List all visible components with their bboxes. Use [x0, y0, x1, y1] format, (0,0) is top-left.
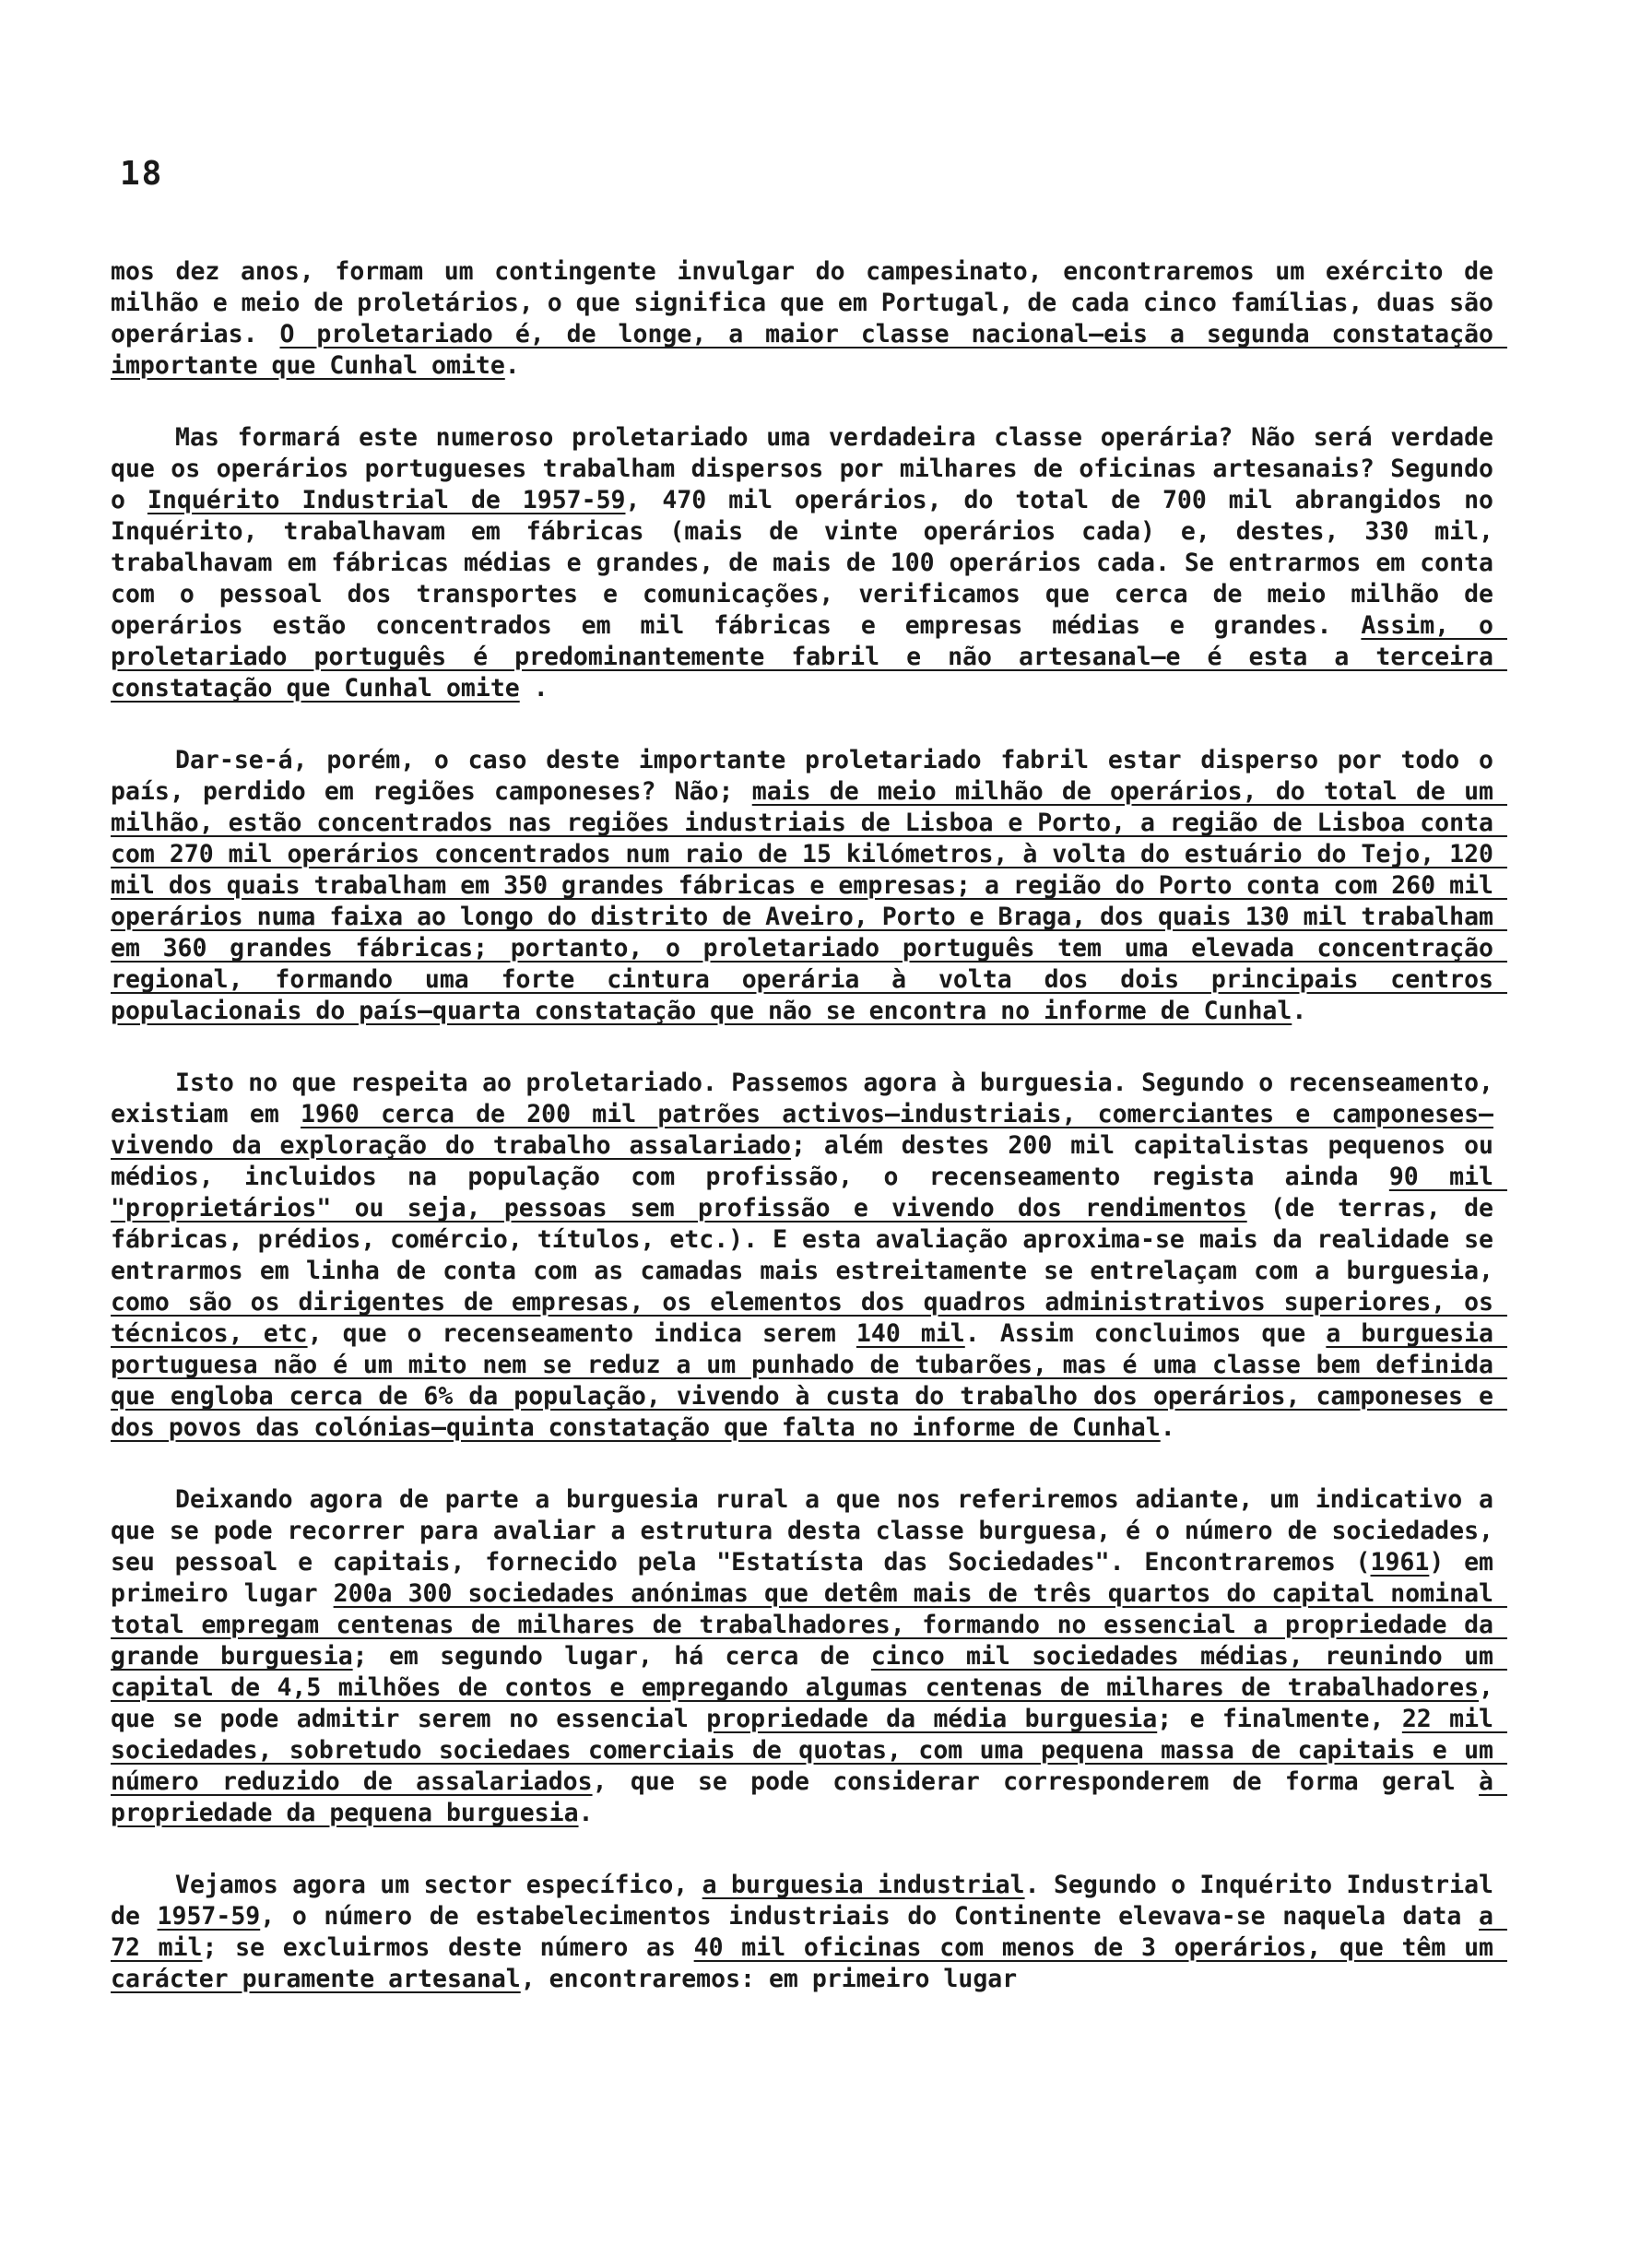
paragraph-5: [111, 1484, 1507, 1829]
text-segment: .: [1160, 1413, 1175, 1442]
text-segment: . Assim concluimos que: [964, 1319, 1327, 1348]
underlined-passage: 140 mil: [856, 1319, 965, 1348]
paragraph-2: [111, 422, 1507, 704]
text-segment: , o número de estabelecimentos industriais do Continente elevava-se naquela data: [260, 1902, 1480, 1931]
text-segment: , que se pode admitir serem no essencial: [111, 1673, 1507, 1733]
paragraph-3: [111, 745, 1507, 1027]
underlined-passage: como são os dirigentes de empresas, os elementos dos quadros administrativos superiores, os técnicos, etc: [111, 1288, 1507, 1348]
text-segment: , encontraremos: em primeiro lugar: [520, 1965, 1018, 1993]
underlined-passage: 1960 cerca de 200 mil patrões activos—industriais, comerciantes e camponeses—vivendo da exploração do trabalho assalariado: [111, 1100, 1493, 1160]
underlined-passage: a 72 mil: [111, 1902, 1507, 1962]
body-text: [111, 256, 1507, 2036]
text-segment: ; e finalmente,: [1157, 1705, 1402, 1733]
underlined-passage: Assim, o proletariado português é predominantemente fabril e não artesanal—e é esta a terceira constatação que Cunhal omite: [111, 611, 1507, 703]
page-number: 18: [120, 155, 164, 193]
underlined-passage: 1957-59: [157, 1902, 261, 1931]
text-segment: ; além destes 200 mil capitalistas pequenos ou médios, incluidos na população com profissão, o recenseamento regista ainda: [111, 1131, 1507, 1191]
underlined-passage: 200a 300 sociedades anónimas que detêm mais de três quartos do capital nominal total empregam centenas de milhares de trabalhadores, formando no essencial a propriedade da grande burguesia: [111, 1579, 1507, 1671]
text-segment: Vejamos agora um sector específico,: [175, 1871, 702, 1899]
underlined-passage: 90 mil "proprietários" ou seja, pessoas sem profissão e vivendo dos rendimentos: [111, 1163, 1507, 1223]
underlined-passage: 40 mil oficinas com menos de 3 operários, que têm um carácter puramente artesanal: [111, 1933, 1507, 1993]
underlined-passage: à propriedade da pequena burguesia: [111, 1767, 1507, 1827]
text-segment: Dar-se-á, porém, o caso deste importante proletariado fabril estar disperso por todo o país, perdido em regiões camponeses? Não;: [111, 746, 1507, 806]
paragraph-4: [111, 1068, 1507, 1444]
underlined-passage: Inquérito Industrial de 1957-59: [147, 486, 626, 514]
text-segment: .: [578, 1799, 594, 1827]
underlined-passage: a burguesia portuguesa não é um mito nem se reduz a um punhado de tubarões, mas é uma classe bem definida que engloba cerca de 6% da população, vivendo à custa do trabalho dos operários, camponeses e dos povos das colónias—quinta constatação que falta no informe de Cunhal: [111, 1319, 1507, 1442]
text-segment: mos dez anos, formam um contingente invulgar do campesinato, encontraremos um exército de milhão e meio de proletários, o que significa que em Portugal, de cada cinco famílias, duas são operárias.: [111, 257, 1507, 348]
underlined-passage: 1961: [1370, 1548, 1430, 1577]
paragraph-1: [111, 256, 1507, 382]
text-segment: ; em segundo lugar, há cerca de: [352, 1642, 871, 1671]
underlined-passage: O proletariado é, de longe, a maior classe nacional—eis a segunda constatação importante que Cunhal omite: [111, 320, 1507, 380]
underlined-passage: propriedade da média burguesia: [706, 1705, 1158, 1733]
text-segment: ; se excluirmos deste número as: [202, 1933, 694, 1962]
text-segment: .: [519, 674, 549, 703]
text-segment: (de terras, de fábricas, prédios, comércio, títulos, etc.). E esta avaliação aproxima-se mais da realidade se entrarmos em linha de conta com as camadas mais estreitamente se entrelaçam com a burguesia,: [111, 1194, 1507, 1285]
underlined-passage: 22 mil sociedades, sobretudo sociedaes comerciais de quotas, com uma pequena massa de capitais e um número reduzido de assalariados: [111, 1705, 1507, 1796]
text-segment: . Segundo o Inquérito Industrial de: [111, 1871, 1507, 1931]
underlined-passage: mais de meio milhão de operários, do total de um milhão, estão concentrados nas regiões industriais de Lisboa e Porto, a região de Lisboa conta com 270 mil operários concentrados num raio de 15 kilómetros, à volta do estuário do Tejo, 120 mil dos quais trabalham em 350 grandes fábricas e empresas; a região do Porto conta com 260 mil operários numa faixa ao longo do distrito de Aveiro, Porto e Braga, dos quais 130 mil trabalham em 360 grandes fábricas; portanto, o proletariado português tem uma elevada concentração regional, formando uma forte cintura operária à volta dos dois principais centros populacionais do país—quarta constatação que não se encontra no informe de Cunhal: [111, 777, 1507, 1025]
underlined-passage: a burguesia industrial: [702, 1871, 1025, 1899]
text-segment: ) em primeiro lugar: [111, 1548, 1507, 1608]
underlined-passage: cinco mil sociedades médias, reunindo um capital de 4,5 milhões de contos e empregando algumas centenas de milhares de trabalhadores: [111, 1642, 1507, 1702]
text-segment: Isto no que respeita ao proletariado. Passemos agora à burguesia. Segundo o recenseamento, existiam em: [111, 1069, 1507, 1128]
text-segment: Mas formará este numeroso proletariado uma verdadeira classe operária? Não será verdade que os operários portugueses trabalham dispersos por milhares de oficinas artesanais? Segundo o: [111, 423, 1507, 514]
text-segment: , que se pode considerar corresponderem de forma geral: [592, 1767, 1480, 1796]
text-segment: .: [504, 351, 520, 380]
text-segment: .: [1292, 997, 1307, 1025]
text-segment: , 470 mil operários, do total de 700 mil abrangidos no Inquérito, trabalhavam em fábricas (mais de vinte operários cada) e, destes, 330 mil, trabalhavam em fábricas médias e grandes, de mais de 100 operários cada. Se entrarmos em conta com o pessoal dos transportes e comunicações, verificamos que cerca de meio milhão de operários estão concentrados em mil fábricas e empresas médias e grandes.: [111, 486, 1507, 640]
paragraph-6: [111, 1870, 1507, 1995]
text-segment: , que o recenseamento indica serem: [307, 1319, 856, 1348]
text-segment: Deixando agora de parte a burguesia rural a que nos referiremos adiante, um indicativo a que se pode recorrer para avaliar a estrutura desta classe burguesa, é o número de sociedades, seu pessoal e capitais, fornecido pela "Estatísta das Sociedades". Encontraremos (: [111, 1485, 1507, 1577]
